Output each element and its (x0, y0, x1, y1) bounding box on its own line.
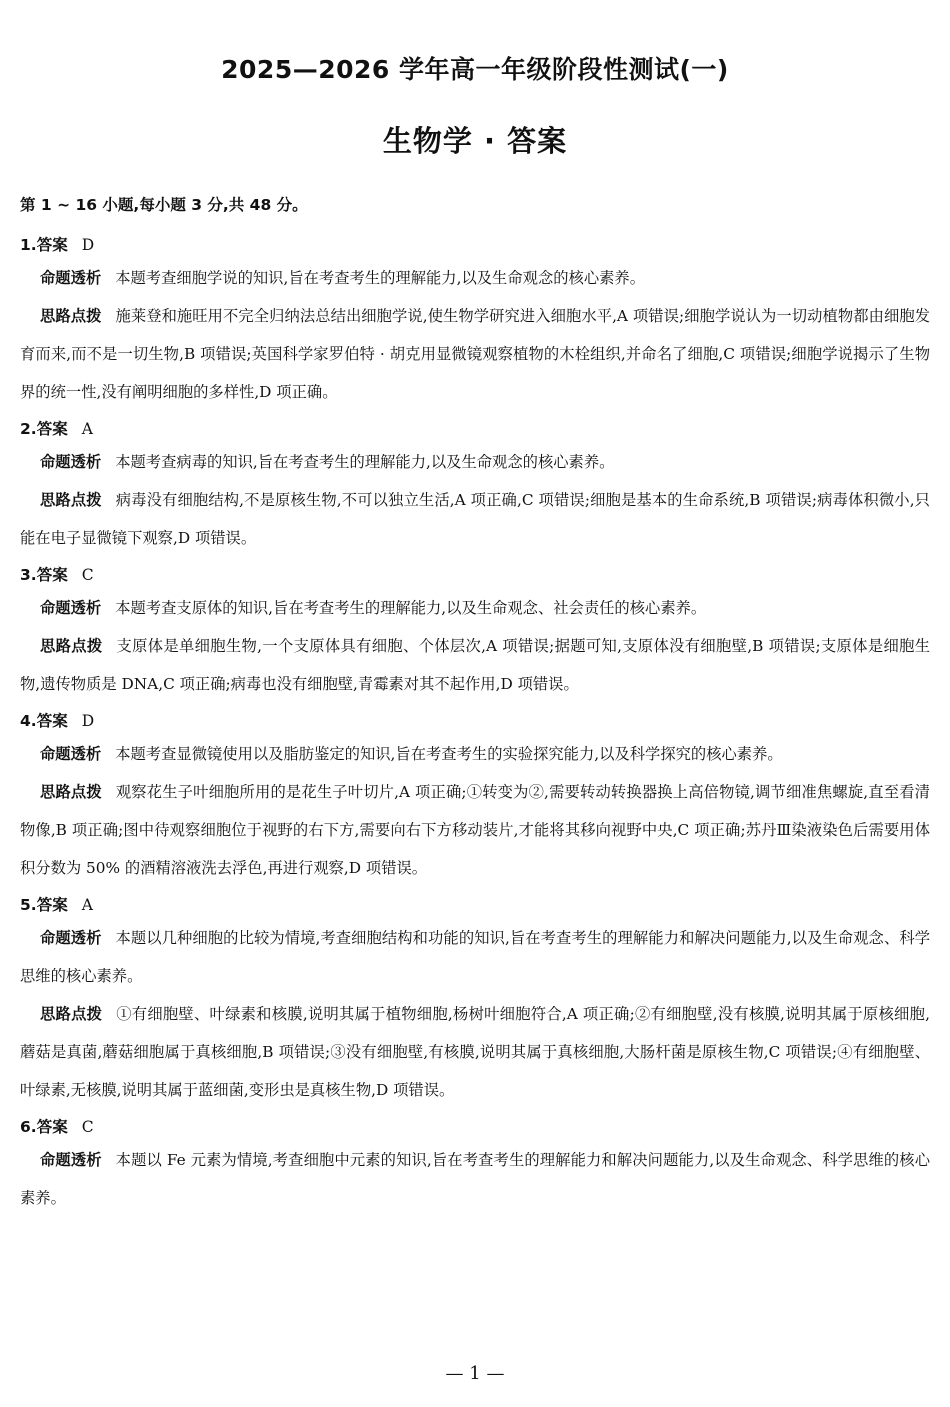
scoring-intro: 第 1 ~ 16 小题,每小题 3 分,共 48 分。 (20, 196, 308, 214)
hint-text: 观察花生子叶细胞所用的是花生子叶切片,A 项正确;①转变为②,需要转动转换器换上高倍物镜,调节细准焦螺旋,直至看清物像,B 项正确;图中待观察细胞位于视野的右下方,需要向右下方移动装片,才能将其移向视野中央,C 项正确;苏丹Ⅲ染液染色后需要用体积分数为 50% 的酒精溶液洗去浮色,再进行观察,D 项错误。 (20, 783, 930, 877)
answer-label: 答案 (36, 1118, 68, 1136)
question-number: 4. (20, 712, 37, 730)
question-1-header (20, 231, 930, 259)
hint-label: 思路点拨 (40, 307, 102, 325)
answer-label: 答案 (36, 896, 68, 914)
hint-label: 思路点拨 (40, 491, 102, 509)
hint-text: 病毒没有细胞结构,不是原核生物,不可以独立生活,A 项正确,C 项错误;细胞是基本的生命系统,B 项错误;病毒体积微小,只能在电子显微镜下观察,D 项错误。 (20, 491, 930, 547)
question-number: 6. (20, 1118, 37, 1136)
analysis-text: 本题考查细胞学说的知识,旨在考查考生的理解能力,以及生命观念的核心素养。 (115, 269, 646, 287)
question-number: 5. (20, 896, 37, 914)
question-2-analysis (20, 443, 930, 481)
question-number: 2. (20, 420, 37, 438)
answer-label: 答案 (36, 236, 68, 254)
answer-label: 答案 (36, 420, 68, 438)
hint-text: ①有细胞壁、叶绿素和核膜,说明其属于植物细胞,杨树叶细胞符合,A 项正确;②有细胞壁,没有核膜,说明其属于原核细胞,蘑菇是真菌,蘑菇细胞属于真核细胞,B 项错误;③没有细胞壁,有核膜,说明其属于真核细胞,大肠杆菌是原核生物,C 项错误;④有细胞壁、叶绿素,无核膜,说明其属于蓝细菌,变形虫是真核生物,D 项错误。 (20, 1005, 930, 1099)
page-title: 2025—2026 学年高一年级阶段性测试(一) (221, 55, 729, 84)
answer-value: D (81, 712, 95, 730)
question-5-analysis (20, 919, 930, 995)
answers-content (20, 227, 930, 1217)
answer-value: A (81, 420, 93, 438)
answer-label: 答案 (36, 712, 68, 730)
question-number: 3. (20, 566, 37, 584)
analysis-label: 命题透析 (40, 599, 102, 617)
analysis-label: 命题透析 (40, 745, 102, 763)
question-4-header (20, 707, 930, 735)
answer-value: A (81, 896, 93, 914)
question-number: 1. (20, 236, 37, 254)
question-1-analysis (20, 259, 930, 297)
page-number: — 1 — (445, 1363, 505, 1384)
hint-text: 支原体是单细胞生物,一个支原体具有细胞、个体层次,A 项错误;据题可知,支原体没有细胞壁,B 项错误;支原体是细胞生物,遗传物质是 DNA,C 项正确;病毒也没有细胞壁,青霉素对其不起作用,D 项错误。 (20, 637, 930, 693)
answer-label: 答案 (36, 566, 68, 584)
question-6-analysis (20, 1141, 930, 1217)
question-5-header (20, 891, 930, 919)
analysis-text: 本题考查支原体的知识,旨在考查考生的理解能力,以及生命观念、社会责任的核心素养。 (115, 599, 707, 617)
question-3-header (20, 561, 930, 589)
analysis-label: 命题透析 (40, 269, 102, 287)
question-6-header (20, 1113, 930, 1141)
analysis-text: 本题以几种细胞的比较为情境,考查细胞结构和功能的知识,旨在考查考生的理解能力和解决问题能力,以及生命观念、科学思维的核心素养。 (20, 929, 930, 985)
page-subtitle: 生物学 · 答案 (382, 124, 568, 158)
question-2-hint (20, 481, 930, 557)
analysis-label: 命题透析 (40, 1151, 102, 1169)
answer-value: C (81, 1118, 94, 1136)
analysis-label: 命题透析 (40, 453, 102, 471)
question-5-hint (20, 995, 930, 1109)
question-4-analysis (20, 735, 930, 773)
question-2-header (20, 415, 930, 443)
hint-label: 思路点拨 (40, 1005, 103, 1023)
hint-label: 思路点拨 (40, 783, 102, 801)
analysis-label: 命题透析 (40, 929, 102, 947)
question-3-hint (20, 627, 930, 703)
analysis-text: 本题考查病毒的知识,旨在考查考生的理解能力,以及生命观念的核心素养。 (115, 453, 615, 471)
analysis-text: 本题以 Fe 元素为情境,考查细胞中元素的知识,旨在考查考生的理解能力和解决问题能力,以及生命观念、科学思维的核心素养。 (20, 1151, 930, 1207)
question-3-analysis (20, 589, 930, 627)
analysis-text: 本题考查显微镜使用以及脂肪鉴定的知识,旨在考查考生的实验探究能力,以及科学探究的核心素养。 (115, 745, 783, 763)
question-4-hint (20, 773, 930, 887)
answer-value: C (81, 566, 94, 584)
hint-label: 思路点拨 (40, 637, 103, 655)
question-1-hint (20, 297, 930, 411)
hint-text: 施莱登和施旺用不完全归纳法总结出细胞学说,使生物学研究进入细胞水平,A 项错误;细胞学说认为一切动植物都由细胞发育而来,而不是一切生物,B 项错误;英国科学家罗伯特 · 胡克用显微镜观察植物的木栓组织,并命名了细胞,C 项错误;细胞学说揭示了生物界的统一性,没有阐明细胞的多样性,D 项正确。 (20, 307, 930, 401)
answer-value: D (81, 236, 95, 254)
